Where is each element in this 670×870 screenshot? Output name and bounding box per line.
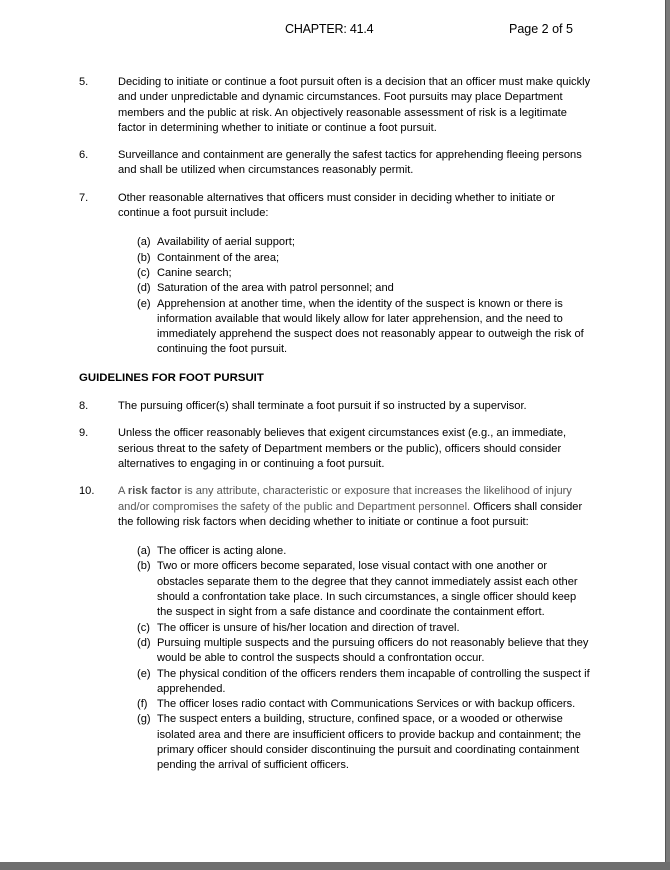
paragraph-text	[118, 484, 594, 530]
document-body	[79, 75, 594, 774]
lead-article: A	[118, 485, 128, 498]
paragraph-number: 7.	[79, 191, 89, 204]
list-item	[137, 281, 594, 296]
alternatives-list	[137, 235, 594, 357]
list-item	[137, 697, 594, 712]
paragraph-text: Other reasonable alternatives that officers must consider in deciding whether to initiate or continue a foot pursuit include:	[118, 191, 556, 220]
paragraph-text: Unless the officer reasonably believes that exigent circumstances exist (e.g., an immediate, serious threat to the safety of Department members or the public), officers should consider alternatives to engaging in or continuing a foot pursuit.	[118, 427, 567, 470]
list-item	[137, 251, 594, 266]
list-item-text: Two or more officers become separated, lose visual contact with one another or obstacles separate them to the degree that they cannot immediately assist each other should a confrontation take place. In such circumstances, a single officer should keep the suspect in sight from a safe distance and coordinate the containment effort.	[157, 560, 578, 619]
list-item-text: The suspect enters a building, structure, confined space, or a wooded or otherwise isolated area and there are insufficient officers to provide backup and containment; the primary officer should consider discontinuing the pursuit and coordinating containment pending the arrival of sufficient officers.	[157, 713, 581, 772]
paragraph-number: 8.	[79, 400, 89, 413]
paragraph-8	[79, 399, 594, 414]
page-number: Page 2 of 5	[509, 22, 573, 36]
list-item-letter: (c)	[137, 266, 150, 279]
list-item	[137, 712, 594, 773]
list-item-letter: (b)	[137, 560, 151, 573]
list-item-text: The officer loses radio contact with Communications Services or with backup officers.	[157, 698, 576, 711]
risk-factor-term: risk factor	[127, 485, 182, 498]
list-item-letter: (a)	[137, 236, 151, 249]
paragraph-10	[79, 484, 594, 530]
list-item-letter: (g)	[137, 713, 151, 726]
paragraph-text: The pursuing officer(s) shall terminate a foot pursuit if so instructed by a supervisor.	[118, 400, 527, 413]
list-item	[137, 621, 594, 636]
list-item-text: Apprehension at another time, when the identity of the suspect is known or there is information available that would likely allow for later apprehension, and the need to immediately apprehend the suspect does not reasonably appear to outweigh the risk of continuing the foot pursuit.	[157, 297, 584, 356]
paragraph-7	[79, 191, 594, 222]
list-item-letter: (d)	[137, 282, 151, 295]
list-item-text: Canine search;	[157, 266, 232, 279]
risk-factor-definition: is any attribute, characteristic or exposure that increases the likelihood of injury and/or compromises the safety of the public and Department personnel.	[118, 485, 572, 513]
list-item	[137, 559, 594, 620]
list-item-text: The officer is acting alone.	[157, 545, 287, 558]
list-item	[137, 266, 594, 281]
list-item-text: Saturation of the area with patrol personnel; and	[157, 282, 394, 295]
list-item-text: Availability of aerial support;	[157, 236, 295, 249]
section-heading: GUIDELINES FOR FOOT PURSUIT	[79, 371, 264, 384]
paragraph-number: 5.	[79, 76, 89, 88]
list-item-text: The physical condition of the officers renders them incapable of controlling the suspect if apprehended.	[157, 667, 590, 695]
list-item	[137, 667, 594, 698]
list-item-letter: (c)	[137, 621, 150, 634]
list-item	[137, 636, 594, 667]
list-item-letter: (e)	[137, 667, 151, 680]
paragraph-text: Surveillance and containment are generally the safest tactics for apprehending fleeing persons and shall be utilized when circumstances reasonably permit.	[118, 149, 582, 177]
paragraph-9	[79, 426, 594, 472]
list-item-letter: (a)	[137, 545, 151, 558]
list-item	[137, 297, 594, 358]
list-item-text: Containment of the area;	[157, 251, 280, 264]
paragraph-6	[79, 148, 594, 179]
paragraph-text: Deciding to initiate or continue a foot pursuit often is a decision that an officer must make quickly and under unpredictable and dynamic circumstances. Foot pursuits may place Department members and the public at risk. An objectively reasonable assessment of risk is a legitimate factor in determining whether to initiate or continue a foot pursuit.	[118, 76, 591, 134]
list-item	[137, 235, 594, 250]
paragraph-continuation: Officers shall consider the following risk factors when deciding whether to initiate or continue a foot pursuit:	[118, 500, 583, 528]
list-item-letter: (e)	[137, 297, 151, 310]
list-item	[137, 544, 594, 559]
page-shadow	[0, 862, 670, 870]
paragraph-number: 9.	[79, 427, 89, 440]
paragraph-5	[79, 75, 594, 136]
list-item-text: The officer is unsure of his/her location and direction of travel.	[157, 621, 460, 634]
chapter-header: CHAPTER: 41.4	[285, 22, 374, 36]
list-item-letter: (b)	[137, 251, 151, 264]
list-item-text: Pursuing multiple suspects and the pursuing officers do not reasonably believe that they would be able to control the suspects should a confrontation occur.	[157, 636, 589, 665]
list-item-letter: (f)	[137, 698, 148, 711]
list-item-letter: (d)	[137, 636, 151, 649]
paragraph-number: 10.	[79, 485, 95, 498]
risk-factors-list	[137, 544, 594, 773]
paragraph-number: 6.	[79, 149, 89, 162]
